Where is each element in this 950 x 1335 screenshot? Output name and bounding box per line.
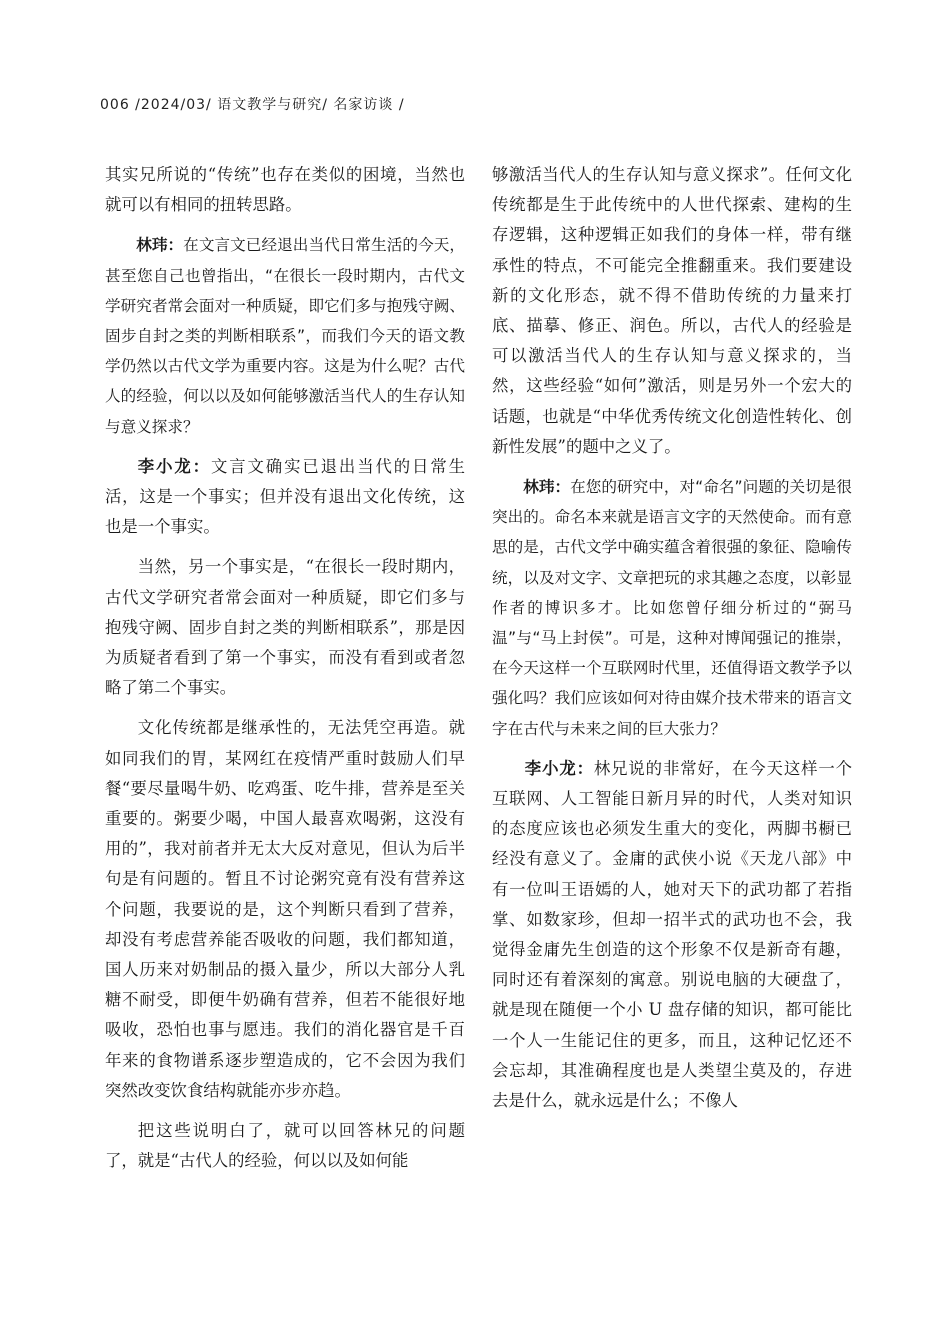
- paragraph-text: 其实兄所说的“传统”也存在类似的困境，当然也就可以有相同的扭转思路。: [105, 165, 465, 215]
- article-column-left: [105, 160, 465, 1187]
- paragraph: [492, 160, 852, 462]
- paragraph-text: 在文言文已经退出当代日常生活的今天，甚至您自己也曾指出，“在很长一段时期内，古代文学研究者常会面对一种质疑，即它们多与抱残守阙、固步自封之类的判断相联系”，而我们今天的语文教学仍然以古代文学为重要内容。这是为什么呢？古代人的经验，何以以及如何能够激活当代人的生存认知与意义探求？: [105, 236, 465, 436]
- paragraph: [105, 160, 465, 220]
- speaker-label: 林玮：: [136, 236, 184, 255]
- running-header: 006 /2024/03/ 语文教学与研究/ 名家访谈 /: [100, 97, 405, 113]
- paragraph-text: 把这些说明白了，就可以回答林兄的问题了，就是“古代人的经验，何以以及如何能: [105, 1121, 465, 1171]
- paragraph: [105, 1116, 465, 1176]
- paragraph: [105, 713, 465, 1106]
- question-paragraph: [492, 472, 852, 744]
- paragraph-text: 当然，另一个事实是，“在很长一段时期内，古代文学研究者常会面对一种质疑，即它们多与抱残守阙、固步自封之类的判断相联系”，那是因为质疑者看到了第一个事实，而没有看到或者忽略了第二个事实。: [105, 557, 465, 698]
- paragraph-text: 文言文确实已退出当代的日常生活，这是一个事实；但并没有退出文化传统，这也是一个事实。: [105, 456, 466, 537]
- paragraph: [105, 552, 465, 703]
- paragraph-text: 文化传统都是继承性的，无法凭空再造。就如同我们的胃，某网红在疫情严重时鼓励人们早餐“要尽量喝牛奶、吃鸡蛋、吃牛排，营养是至关重要的。粥要少喝，中国人最喜欢喝粥，这没有用的”，我对前者并无太大反对意见，但认为后半句是有问题的。暂且不讨论粥究竟有没有营养这个问题，我要说的是，这个判断只看到了营养，却没有考虑营养能否吸收的问题，我们都知道，国人历来对奶制品的摄入量少，所以大部分人乳糖不耐受，即便牛奶确有营养，但若不能很好地吸收，恐怕也事与愿违。我们的消化器官是千百年来的食物谱系逐步塑造成的，它不会因为我们突然改变饮食结构就能亦步亦趋。: [105, 718, 465, 1100]
- speaker-label: 林玮：: [523, 478, 571, 497]
- article-column-right: [492, 160, 852, 1126]
- paragraph-text: 在您的研究中，对“命名”问题的关切是很突出的。命名本来就是语言文字的天然使命。而有意思的是，古代文学中确实蕴含着很强的象征、隐喻传统，以及对文字、文章把玩的求其趣之态度，以彰显作者的博识多才。比如您曾仔细分析过的“弼马温”与“马上封侯”。可是，这种对博闻强记的推崇，在今天这样一个互联网时代里，还值得语文教学予以强化吗？我们应该如何对待由媒介技术带来的语言文字在古代与未来之间的巨大张力？: [492, 478, 852, 738]
- speaker-label: 李小龙：: [524, 758, 594, 778]
- paragraph-text: 够激活当代人的生存认知与意义探求”。任何文化传统都是生于此传统中的人世代探索、建构的生存逻辑，这种逻辑正如我们的身体一样，带有继承性的特点，不可能完全推翻重来。我们要建设新的文化形态，就不得不借助传统的力量来打底、描摹、修正、润色。所以，古代人的经验是可以激活当代人的生存认知与意义探求的，当然，这些经验“如何”激活，则是另外一个宏大的话题，也就是“中华优秀传统文化创造性转化、创新性发展”的题中之义了。: [492, 165, 852, 456]
- answer-paragraph: [492, 754, 852, 1116]
- speaker-label: 李小龙：: [137, 456, 211, 476]
- answer-paragraph: [105, 452, 465, 543]
- paragraph-text: 林兄说的非常好，在今天这样一个互联网、人工智能日新月异的时代，人类对知识的态度应该也必须发生重大的变化，两脚书橱已经没有意义了。金庸的武侠小说《天龙八部》中有一位叫王语嫣的人，她对天下的武功都了若指掌、如数家珍，但却一招半式的武功也不会，我觉得金庸先生创造的这个形象不仅是新奇有趣，同时还有着深刻的寓意。别说电脑的大硬盘了，就是现在随便一个小 U 盘存储的知识，都可能比一个人一生能记住的更多，而且，这种记忆还不会忘却，其准确程度也是人类望尘莫及的，存进去是什么，就永远是什么；不像人: [492, 758, 853, 1111]
- question-paragraph: [105, 230, 465, 441]
